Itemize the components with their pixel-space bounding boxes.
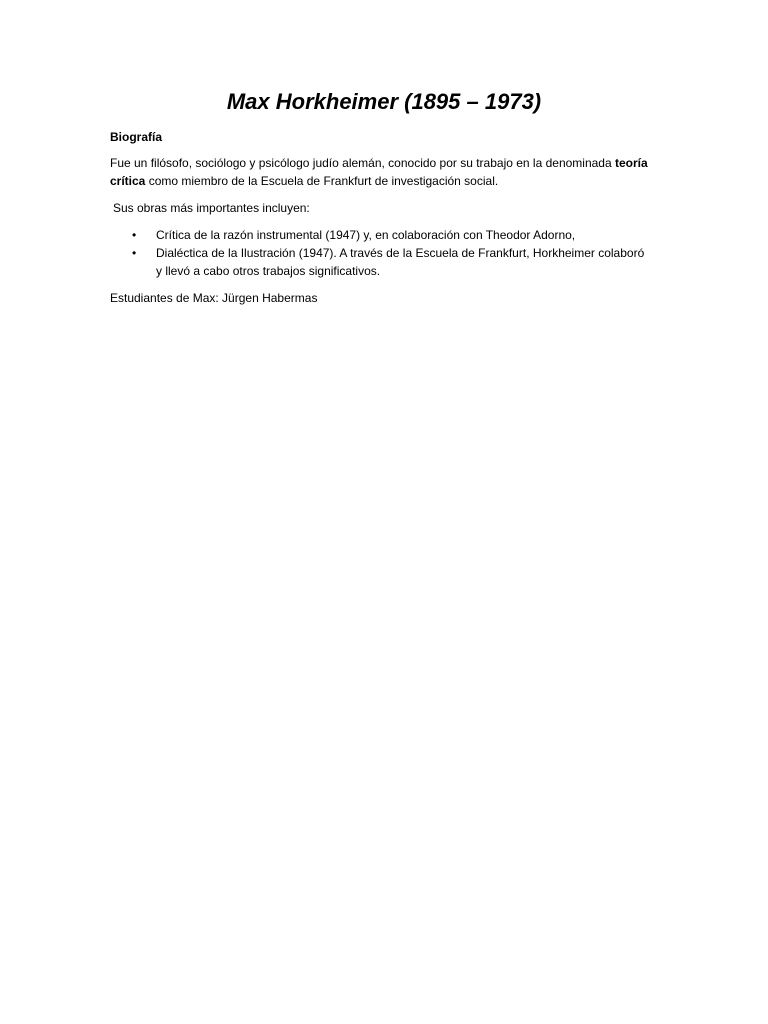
bullet-icon: • xyxy=(132,228,137,242)
bullet-icon: • xyxy=(132,246,137,260)
biography-text-bold: teoría crítica xyxy=(110,156,648,188)
list-item xyxy=(110,244,646,280)
section-heading-biography: Biografía xyxy=(110,130,163,144)
document-body xyxy=(110,128,670,307)
biography-text-start: Fue un filósofo, sociólogo y psicólogo judío alemán, conocido por su trabajo en la denominada xyxy=(110,156,615,170)
work-item-text: Crítica de la razón instrumental (1947) y, en colaboración con Theodor Adorno, xyxy=(156,228,576,242)
biography-text-end: como miembro de la Escuela de Frankfurt de investigación social. xyxy=(145,174,499,188)
list-item xyxy=(110,226,646,244)
work-item-text: Dialéctica de la Ilustración (1947). A través de la Escuela de Frankfurt, Horkheimer colaboró y llevó a cabo otros trabajos significativos. xyxy=(156,246,645,278)
biography-paragraph xyxy=(110,154,670,190)
works-list xyxy=(110,226,670,280)
students-line: Estudiantes de Max: Jürgen Habermas xyxy=(110,291,318,305)
works-intro: Sus obras más importantes incluyen: xyxy=(113,201,310,215)
page-title: Max Horkheimer (1895 – 1973) xyxy=(226,89,542,114)
